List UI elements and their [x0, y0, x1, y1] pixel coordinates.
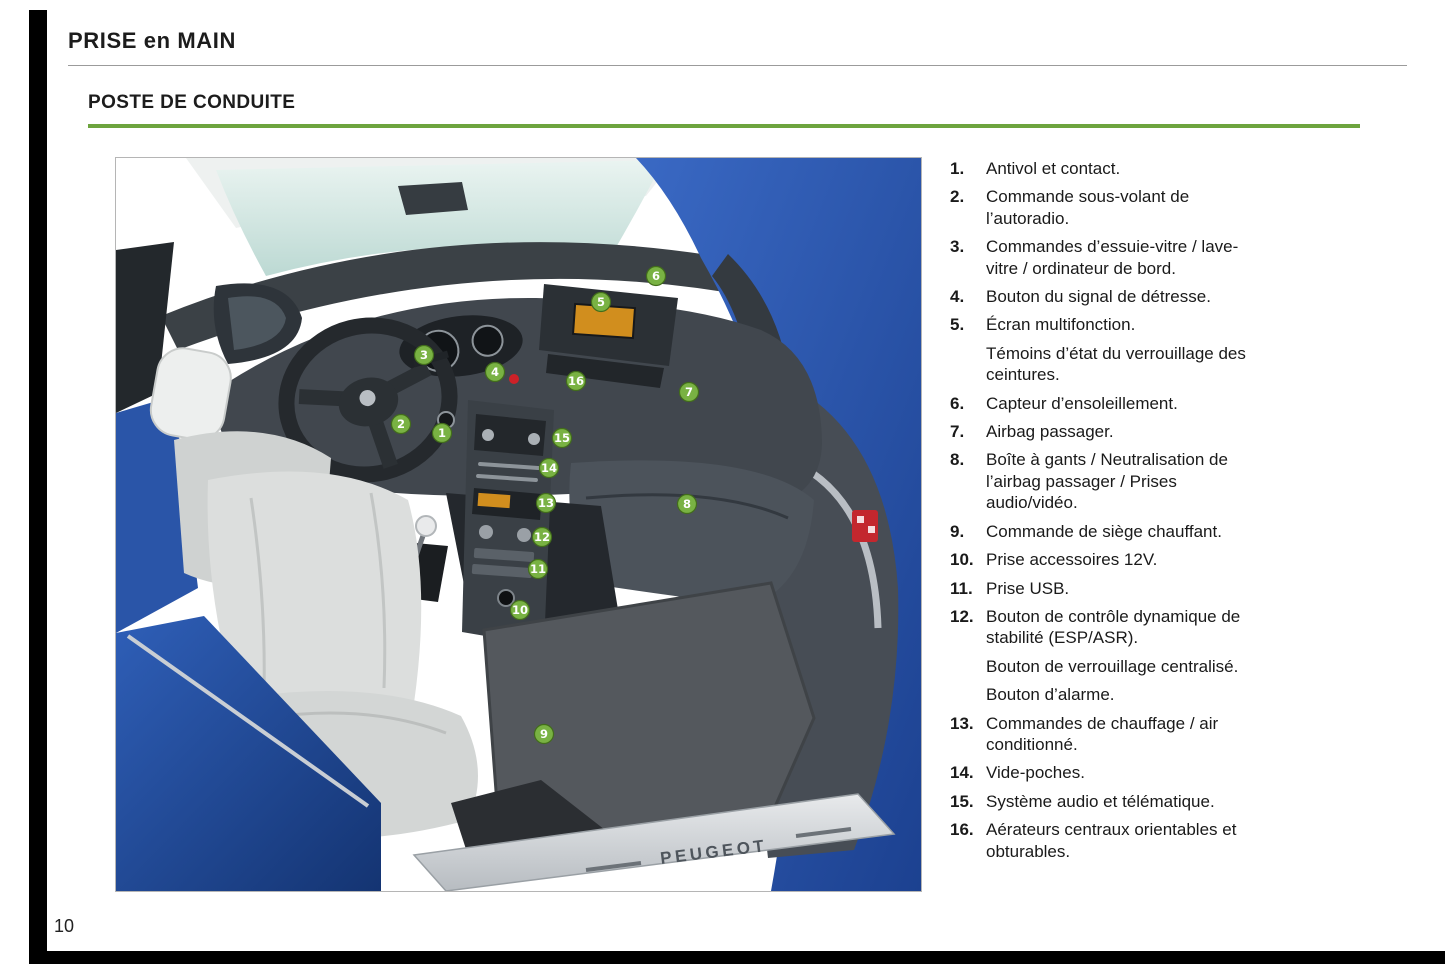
legend-item-number: 8.: [950, 450, 965, 470]
section-title: POSTE DE CONDUITE: [88, 92, 296, 113]
callout-marker-1: [433, 424, 452, 443]
svg-text:7: 7: [684, 385, 694, 399]
svg-text:10: 10: [511, 603, 529, 617]
legend-item: [950, 393, 1280, 414]
svg-text:11: 11: [529, 562, 547, 576]
legend-item-text: Prise USB.: [986, 578, 1070, 598]
legend-item-text: Écran multifonction.: [986, 315, 1136, 335]
page-number: 10: [54, 916, 75, 936]
callout-marker-4: [486, 363, 505, 382]
legend-item-text: Système audio et télématique.: [986, 791, 1215, 811]
svg-text:16: 16: [567, 374, 585, 388]
svg-text:15: 15: [553, 431, 571, 445]
legend-item-text: Vide-poches.: [986, 763, 1085, 783]
svg-text:8: 8: [682, 497, 692, 511]
legend-item-text: Bouton d’alarme.: [986, 685, 1115, 705]
legend-item-number: 7.: [950, 422, 965, 442]
legend-item-text: Témoins d’état du verrouillage des ceintures.: [986, 343, 1246, 385]
callout-marker-12: [533, 528, 552, 547]
legend-item-extra: [950, 684, 1280, 705]
legend-item-extra: [950, 656, 1280, 677]
legend-item: [950, 286, 1280, 307]
legend-item-number: 11.: [950, 578, 973, 598]
legend-list: [950, 158, 1280, 869]
legend-item-number: 16.: [950, 820, 974, 840]
left-edge-bar: [29, 10, 47, 964]
page-header: PRISE en MAIN: [68, 28, 236, 53]
legend-item-text: Commande sous-volant de l’autoradio.: [986, 187, 1190, 228]
legend-item-number: 14.: [950, 763, 974, 783]
legend-item-number: 5.: [950, 315, 965, 335]
legend-item-text: Capteur d’ensoleillement.: [986, 393, 1178, 413]
legend-item-number: 4.: [950, 287, 965, 307]
callout-marker-16: [567, 372, 586, 391]
callout-marker-2: [392, 415, 411, 434]
legend-item-text: Airbag passager.: [986, 422, 1114, 442]
legend-item-number: 10.: [950, 550, 974, 570]
legend-item-text: Commandes de chauffage / air conditionné.: [986, 713, 1219, 754]
callout-marker-15: [553, 429, 572, 448]
callout-marker-7: [680, 383, 699, 402]
callout-marker-6: [647, 267, 666, 286]
legend-item-number: 9.: [950, 521, 965, 541]
legend-item: [950, 791, 1280, 812]
legend-item-text: Aérateurs centraux orientables et obturables.: [986, 820, 1237, 861]
legend-item-number: 1.: [950, 159, 965, 178]
legend-item-number: 15.: [950, 791, 974, 811]
legend-item: [950, 186, 1280, 229]
callout-marker-11: [529, 560, 548, 579]
svg-text:14: 14: [540, 461, 558, 475]
svg-text:6: 6: [651, 269, 661, 283]
legend-item-text: Bouton du signal de détresse.: [986, 287, 1211, 307]
legend-item: [950, 421, 1280, 442]
legend-item: [950, 549, 1280, 570]
callout-marker-14: [540, 459, 559, 478]
legend-item: [950, 158, 1280, 179]
legend-item: [950, 713, 1280, 756]
svg-text:5: 5: [596, 295, 606, 309]
svg-text:9: 9: [539, 727, 549, 741]
legend-item-text: Bouton de verrouillage centralisé.: [986, 656, 1239, 676]
legend-item-text: Commandes d’essuie-vitre / lave-vitre / ordinateur de bord.: [986, 237, 1239, 278]
legend-item: [950, 606, 1280, 649]
legend-item: [950, 819, 1280, 862]
legend-item-text: Antivol et contact.: [986, 159, 1121, 178]
callout-marker-5: [592, 293, 611, 312]
callout-marker-9: [535, 725, 554, 744]
legend-item-text: Prise accessoires 12V.: [986, 550, 1158, 570]
legend-item-text: Bouton de contrôle dynamique de stabilité (ESP/ASR).: [986, 606, 1241, 648]
svg-text:2: 2: [396, 417, 406, 431]
legend-item-number: 3.: [950, 237, 965, 257]
legend-item: [950, 762, 1280, 783]
svg-text:4: 4: [490, 365, 500, 379]
section-accent-rule: [88, 124, 1360, 128]
legend-item: [950, 449, 1280, 513]
legend-item: [950, 314, 1280, 335]
header-divider: [68, 65, 1407, 66]
legend-item: [950, 578, 1280, 599]
svg-text:3: 3: [419, 348, 429, 362]
legend-item-text: Boîte à gants / Neutralisation de l’airbag passager / Prises audio/vidéo.: [986, 450, 1228, 513]
callout-marker-8: [678, 495, 697, 514]
legend-item-text: Commande de siège chauffant.: [986, 521, 1222, 541]
callout-marker-13: [537, 494, 556, 513]
dashboard-illustration: [115, 157, 922, 892]
legend-item: [950, 521, 1280, 542]
legend-item-number: 6.: [950, 393, 965, 413]
legend-item-extra: [950, 343, 1280, 386]
car-interior-graphic: [116, 158, 921, 891]
legend-item-number: 2.: [950, 187, 965, 207]
legend-item-number: 12.: [950, 606, 974, 626]
legend-item-number: 13.: [950, 713, 974, 733]
svg-text:12: 12: [533, 530, 551, 544]
callout-marker-10: [511, 601, 530, 620]
bottom-edge-bar: [29, 951, 1445, 964]
svg-text:13: 13: [537, 496, 555, 510]
svg-text:1: 1: [437, 426, 447, 440]
legend-item: [950, 236, 1280, 279]
sill-brand-text: PEUGEOT: [659, 835, 769, 868]
callout-marker-3: [415, 346, 434, 365]
